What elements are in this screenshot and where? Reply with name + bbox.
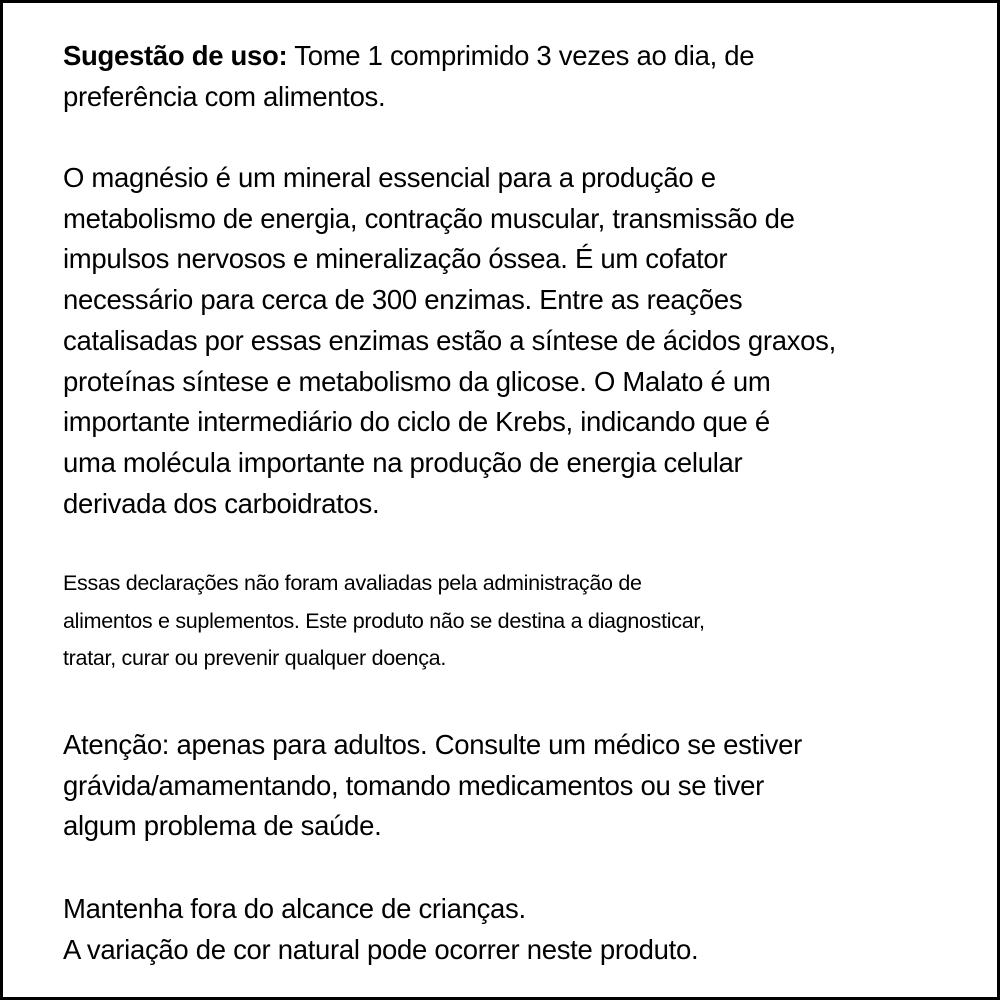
footer-line: A variação de cor natural pode ocorrer neste produto. — [63, 933, 699, 965]
disclaimer-line: alimentos e suplementos. Este produto não se destina a diagnosticar, — [63, 608, 705, 633]
disclaimer-line: tratar, curar ou prevenir qualquer doença. — [63, 646, 446, 670]
usage-text-1: Tome 1 comprimido 3 vezes ao dia, de — [287, 40, 755, 71]
description-line: derivada dos carboidratos. — [63, 487, 380, 519]
footer-line: Mantenha fora do alcance de crianças. — [63, 893, 526, 924]
description-line: impulsos nervosos e mineralização óssea. É um cofator — [63, 243, 728, 275]
description-line: necessário para cerca de 300 enzimas. Entre as reações — [63, 284, 743, 316]
warning-line: Atenção: apenas para adultos. Consulte um médico se estiver — [63, 729, 802, 760]
description-line: metabolismo de energia, contração muscular, transmissão de — [63, 202, 795, 234]
usage-paragraph — [63, 36, 967, 117]
description-line: proteínas síntese e metabolismo da glicose. O Malato é um — [63, 365, 771, 397]
description-paragraph — [63, 158, 967, 524]
usage-line-2: preferência com alimentos. — [63, 80, 386, 112]
warning-line: algum problema de saúde. — [63, 810, 382, 842]
description-line: O magnésio é um mineral essencial para a produção e — [63, 162, 716, 193]
disclaimer-paragraph — [63, 565, 967, 678]
usage-label: Sugestão de uso: — [63, 40, 288, 71]
description-line: importante intermediário do ciclo de Krebs, indicando que é — [63, 406, 770, 438]
description-line: catalisadas por essas enzimas estão a síntese de ácidos graxos, — [63, 324, 836, 356]
footer-paragraph — [63, 889, 967, 970]
warning-paragraph — [63, 725, 967, 847]
disclaimer-line: Essas declarações não foram avaliadas pela administração de — [63, 571, 642, 595]
warning-line: grávida/amamentando, tomando medicamentos ou se tiver — [63, 769, 765, 801]
description-line: uma molécula importante na produção de energia celular — [63, 446, 743, 478]
usage-line-1 — [63, 36, 967, 77]
